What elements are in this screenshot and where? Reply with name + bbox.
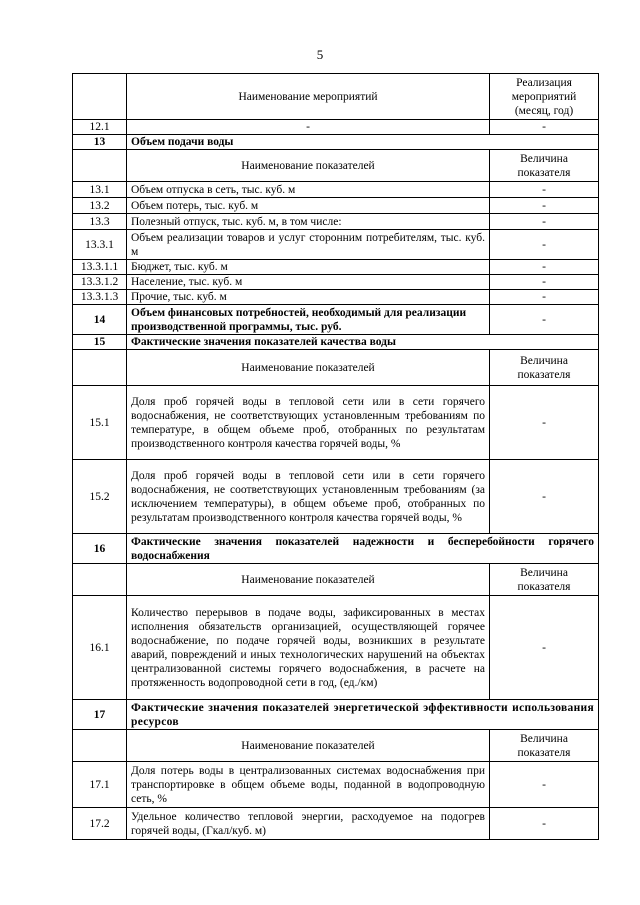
row-number: 13.3.1.2 — [73, 275, 127, 290]
row-number: 17.1 — [73, 762, 127, 808]
row-value: - — [490, 290, 599, 305]
page-number: 5 — [316, 47, 324, 62]
sub-header-num-cell — [73, 350, 127, 386]
row-name: Объем потерь, тыс. куб. м — [127, 198, 490, 214]
table-row — [73, 198, 599, 214]
row-number: 13.2 — [73, 198, 127, 214]
header-value-cell: Реализация мероприятий (месяц, год) — [490, 74, 599, 120]
section-number: 17 — [73, 700, 127, 730]
table-row — [73, 230, 599, 260]
sub-header-value: Величина показателя — [490, 350, 599, 386]
table-row — [73, 290, 599, 305]
section-number: 16 — [73, 534, 127, 564]
sub-header-name: Наименование показателей — [127, 350, 490, 386]
header-num-cell — [73, 74, 127, 120]
sub-header-num-cell — [73, 730, 127, 762]
row-value: - — [490, 230, 599, 260]
measures-table — [72, 73, 599, 840]
table-row — [73, 120, 599, 135]
sub-header-row — [73, 350, 599, 386]
row-name: Объем реализации товаров и услуг сторонним потребителям, тыс. куб. м — [127, 230, 490, 260]
section-row-13 — [73, 135, 599, 150]
row-value: - — [490, 386, 599, 460]
sub-header-row — [73, 150, 599, 182]
row-value: - — [490, 305, 599, 335]
section-title: Объем подачи воды — [127, 135, 599, 150]
row-number: 15.2 — [73, 460, 127, 534]
table-row — [73, 808, 599, 840]
section-number: 15 — [73, 335, 127, 350]
row-name: Объем финансовых потребностей, необходимый для реализации производственной программы, тыс. руб. — [127, 305, 490, 335]
row-number: 13.3.1 — [73, 230, 127, 260]
row-value: - — [490, 120, 599, 135]
table-row — [73, 460, 599, 534]
sub-header-value: Величина показателя — [490, 564, 599, 596]
row-number: 13.3.1.3 — [73, 290, 127, 305]
sub-header-num-cell — [73, 564, 127, 596]
row-value: - — [490, 198, 599, 214]
sub-header-name: Наименование показателей — [127, 730, 490, 762]
row-value: - — [490, 260, 599, 275]
row-value: - — [490, 596, 599, 700]
sub-header-name: Наименование показателей — [127, 150, 490, 182]
sub-header-value: Величина показателя — [490, 730, 599, 762]
row-number: 16.1 — [73, 596, 127, 700]
table-row — [73, 596, 599, 700]
section-title: Фактические значения показателей качества воды — [127, 335, 599, 350]
row-value: - — [490, 214, 599, 230]
table-row — [73, 260, 599, 275]
sub-header-name: Наименование показателей — [127, 564, 490, 596]
row-number: 13.1 — [73, 182, 127, 198]
row-value: - — [490, 762, 599, 808]
row-value: - — [490, 460, 599, 534]
header-name-cell: Наименование мероприятий — [127, 74, 490, 120]
row-name: Доля проб горячей воды в тепловой сети или в сети горячего водоснабжения, не соответствующих установленным требованиям (за исключением температуры), в общем объеме проб, отобранных по результатам производственного контроля качества горячей воды, % — [127, 460, 490, 534]
row-number: 12.1 — [73, 120, 127, 135]
row-name: Объем отпуска в сеть, тыс. куб. м — [127, 182, 490, 198]
section-title: Фактические значения показателей энергетической эффективности использования ресурсов — [127, 700, 599, 730]
row-number: 15.1 — [73, 386, 127, 460]
row-number: 13.3.1.1 — [73, 260, 127, 275]
section-row-14 — [73, 305, 599, 335]
sub-header-row — [73, 730, 599, 762]
sub-header-row — [73, 564, 599, 596]
row-name: Доля потерь воды в централизованных системах водоснабжения при транспортировке в общем объеме воды, поданной в водопроводную сеть, % — [127, 762, 490, 808]
row-name: Население, тыс. куб. м — [127, 275, 490, 290]
section-number: 13 — [73, 135, 127, 150]
row-number: 13.3 — [73, 214, 127, 230]
row-value: - — [490, 808, 599, 840]
section-row-15 — [73, 335, 599, 350]
section-row-17 — [73, 700, 599, 730]
table-row — [73, 214, 599, 230]
section-row-16 — [73, 534, 599, 564]
section-title: Фактические значения показателей надежности и бесперебойности горячего водоснабжения — [127, 534, 599, 564]
row-name: Количество перерывов в подаче воды, зафиксированных в местах исполнения обязательств организацией, осуществляющей горячее водоснабжение, по подаче горячей воды, возникших в результате аварий, повреждений и иных технологических нарушений на объектах централизованной системы горячего водоснабжения, в расчете на протяженность водопроводной сети в год, (ед./км) — [127, 596, 490, 700]
row-name: - — [127, 120, 490, 135]
row-name: Бюджет, тыс. куб. м — [127, 260, 490, 275]
table-row — [73, 182, 599, 198]
table-header-row — [73, 74, 599, 120]
table-row — [73, 275, 599, 290]
row-value: - — [490, 182, 599, 198]
row-value: - — [490, 275, 599, 290]
sub-header-num-cell — [73, 150, 127, 182]
sub-header-value: Величина показателя — [490, 150, 599, 182]
row-number: 17.2 — [73, 808, 127, 840]
row-number: 14 — [73, 305, 127, 335]
table-row — [73, 386, 599, 460]
row-name: Полезный отпуск, тыс. куб. м, в том числе: — [127, 214, 490, 230]
row-name: Прочие, тыс. куб. м — [127, 290, 490, 305]
row-name: Удельное количество тепловой энергии, расходуемое на подогрев горячей воды, (Гкал/куб. м) — [127, 808, 490, 840]
row-name: Доля проб горячей воды в тепловой сети или в сети горячего водоснабжения, не соответствующих установленным требованиям по температуре, в общем объеме проб, отобранных по результатам производственного контроля качества горячей воды, % — [127, 386, 490, 460]
table-row — [73, 762, 599, 808]
